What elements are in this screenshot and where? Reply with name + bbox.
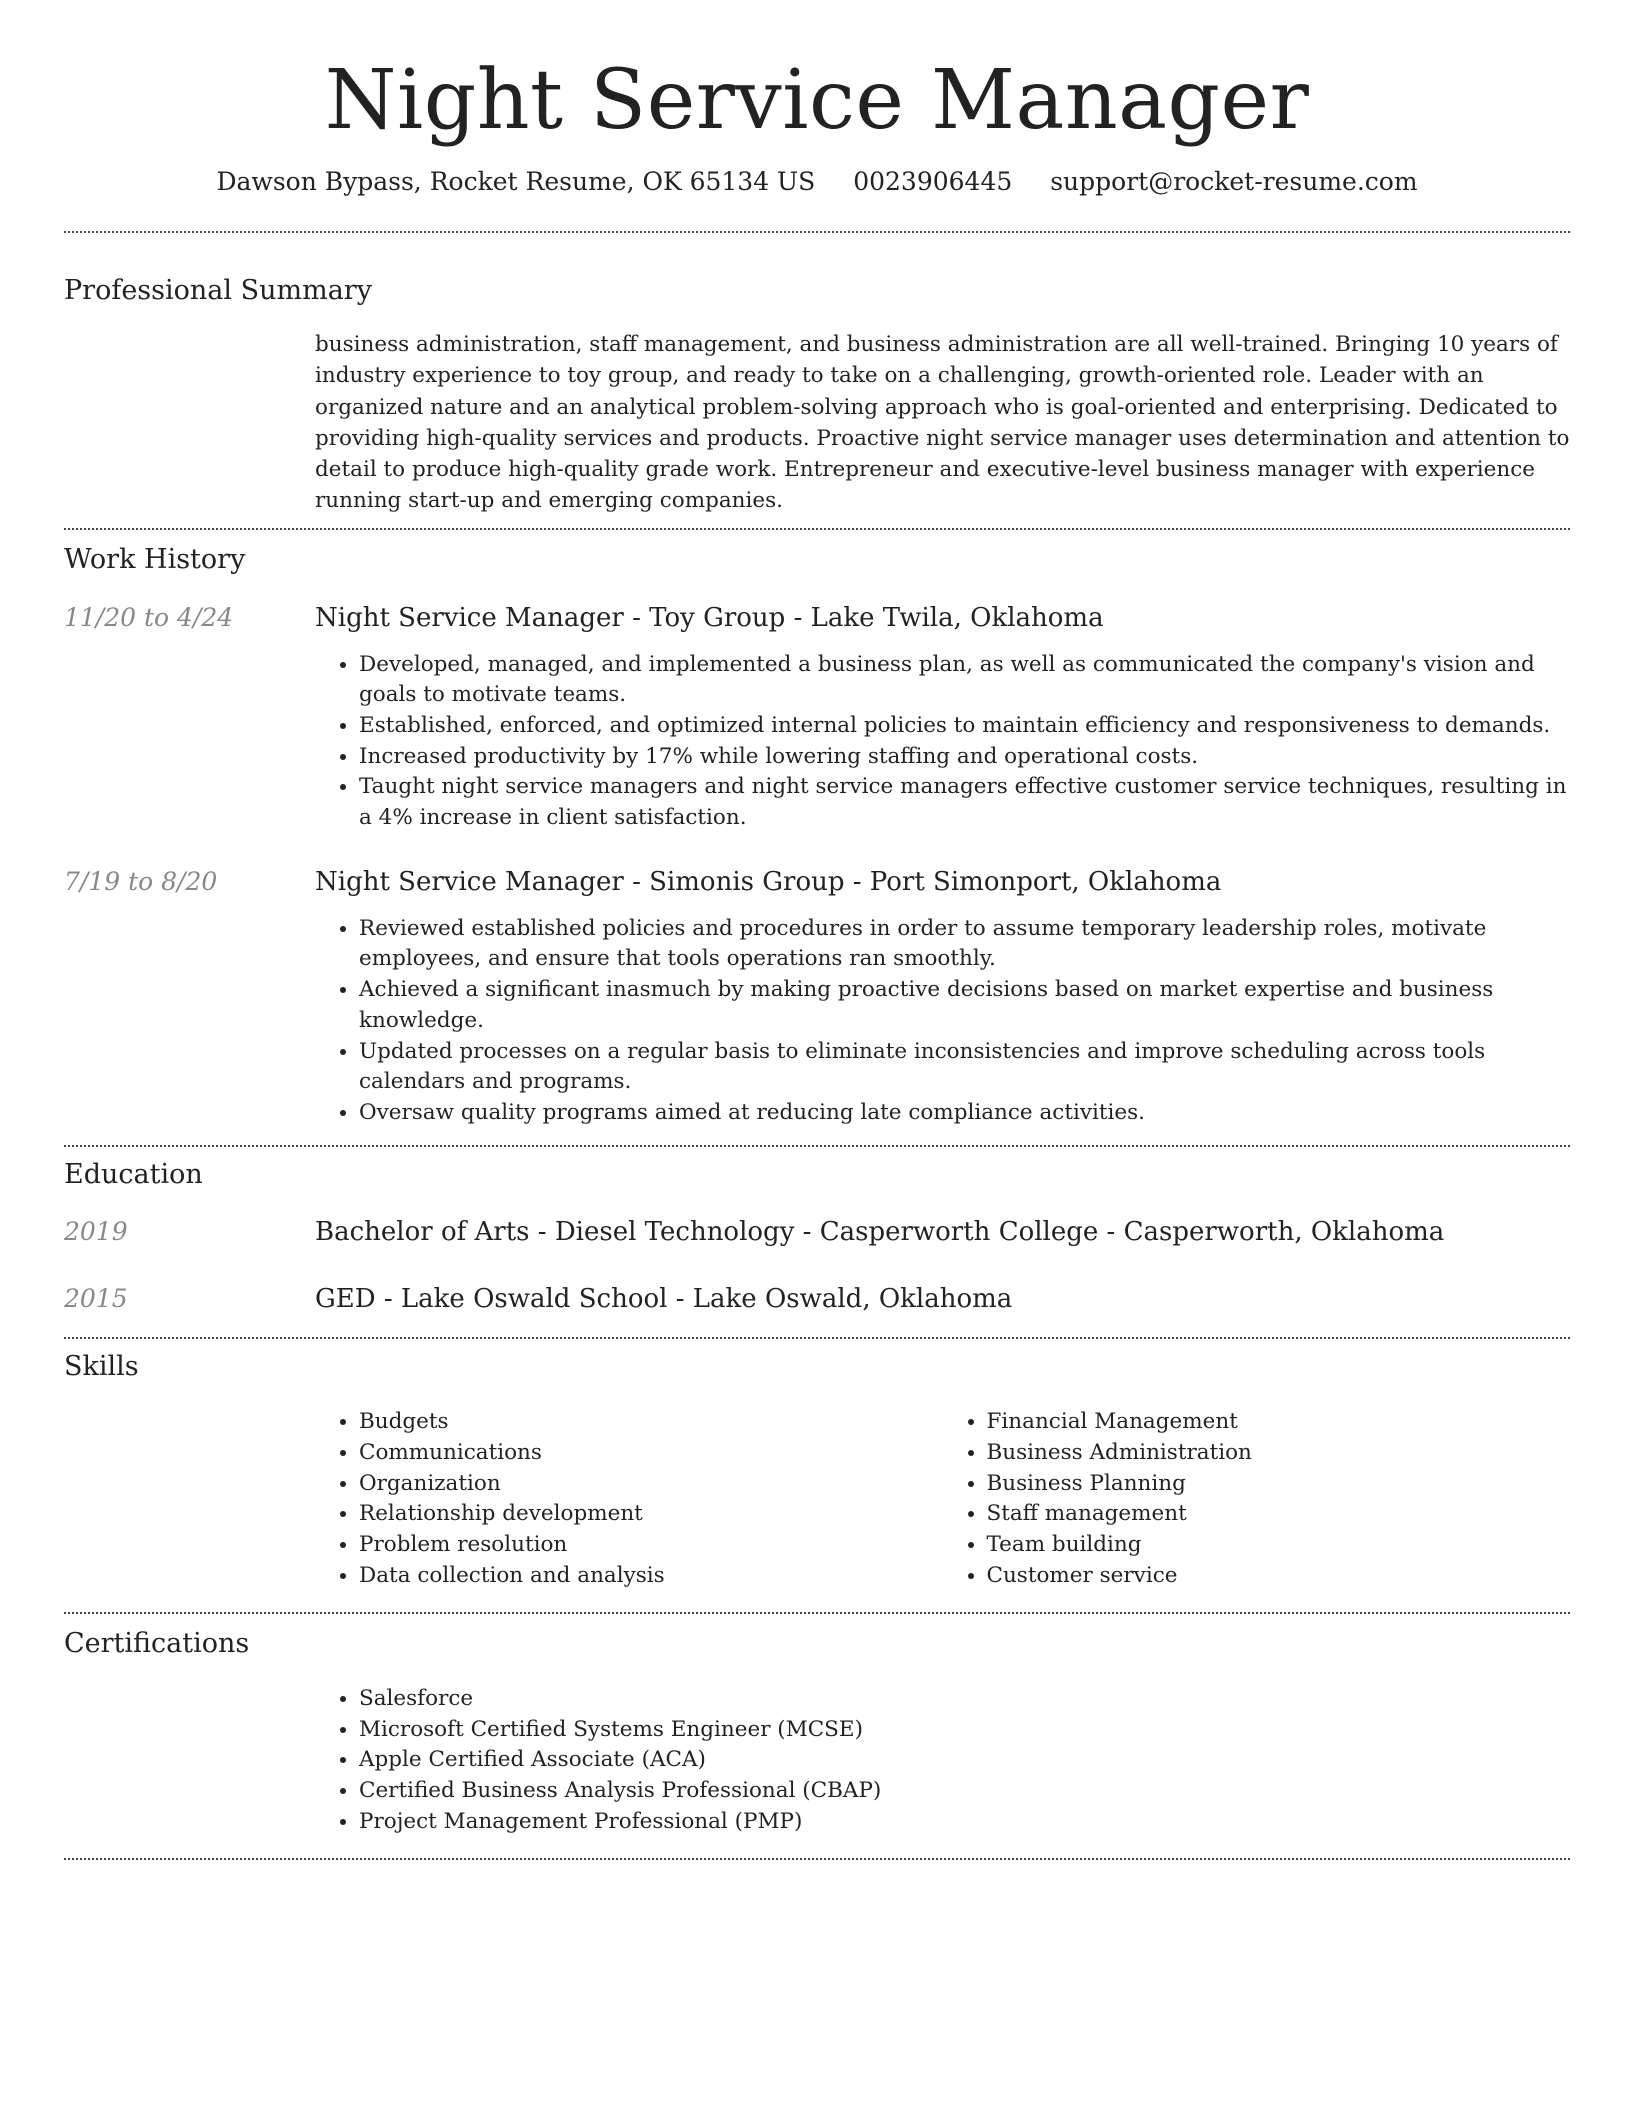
certifications-list [315, 1684, 1570, 1838]
skill-item: • Relationship development [359, 1499, 943, 1530]
education-entry [64, 1216, 1570, 1250]
candidate-name: Night Service Manager [324, 53, 1310, 148]
job-content [315, 866, 1570, 1129]
contact-address: Dawson Bypass, Rocket Resume, OK 65134 US [216, 167, 816, 197]
section-divider [64, 1337, 1570, 1339]
job-bullet: • Updated processes on a regular basis to eliminate inconsistencies and improve scheduling across tools calendars and programs. [359, 1037, 1570, 1098]
section-divider [64, 1858, 1570, 1860]
job-date: 7/19 to 8/20 [64, 866, 218, 896]
job-bullet: • Increased productivity by 17% while lowering staffing and operational costs. [359, 742, 1570, 773]
job-title: Night Service Manager - Simonis Group - Port Simonport, Oklahoma [315, 866, 1222, 897]
job-bullet: • Established, enforced, and optimized internal policies to maintain efficiency and responsiveness to demands. [359, 711, 1570, 742]
contact-line [64, 166, 1570, 199]
job-entry [64, 866, 1570, 1129]
contact-email: support@rocket-resume.com [1050, 167, 1418, 197]
skill-item: • Budgets [359, 1407, 943, 1438]
certification-item: • Microsoft Certified Systems Engineer (MCSE) [359, 1715, 1570, 1746]
job-entry [64, 602, 1570, 834]
skill-item: • Problem resolution [359, 1530, 943, 1561]
skill-item: • Business Planning [987, 1469, 1571, 1500]
certification-item: • Salesforce [359, 1684, 1570, 1715]
skills-list-right [943, 1407, 1571, 1591]
certifications-section-title: Certifications [64, 1627, 250, 1659]
job-bullets [315, 914, 1570, 1129]
education-date: 2019 [64, 1217, 128, 1247]
education-section-title: Education [64, 1158, 203, 1190]
skill-item: • Staff management [987, 1499, 1571, 1530]
job-content [315, 602, 1570, 834]
job-bullet: • Taught night service managers and night service managers effective customer service techniques, resulting in a 4% increase in client satisfaction. [359, 772, 1570, 833]
skills-section-title: Skills [64, 1350, 139, 1382]
job-bullet: • Achieved a significant inasmuch by making proactive decisions based on market expertise and business knowledge. [359, 975, 1570, 1036]
summary-section-title: Professional Summary [64, 274, 372, 306]
skill-item: • Data collection and analysis [359, 1561, 943, 1592]
education-date: 2015 [64, 1284, 128, 1314]
education-entry [64, 1283, 1570, 1317]
job-bullet: • Oversaw quality programs aimed at reducing late compliance activities. [359, 1098, 1570, 1129]
skill-item: • Organization [359, 1469, 943, 1500]
skill-item: • Financial Management [987, 1407, 1571, 1438]
education-text: Bachelor of Arts - Diesel Technology - Casperworth College - Casperworth, Oklahoma [315, 1217, 1445, 1248]
job-title: Night Service Manager - Toy Group - Lake Twila, Oklahoma [315, 602, 1104, 633]
skills-columns [315, 1407, 1570, 1591]
skill-item: • Customer service [987, 1561, 1571, 1592]
job-bullets [315, 650, 1570, 834]
skill-item: • Communications [359, 1438, 943, 1469]
certification-item: • Certified Business Analysis Professional (CBAP) [359, 1776, 1570, 1807]
section-divider [64, 1145, 1570, 1147]
contact-phone: 0023906445 [853, 167, 1013, 197]
job-date: 11/20 to 4/24 [64, 602, 234, 632]
job-bullet: • Developed, managed, and implemented a business plan, as well as communicated the company's vision and goals to motivate teams. [359, 650, 1570, 711]
section-divider [64, 231, 1570, 233]
certification-item: • Apple Certified Associate (ACA) [359, 1745, 1570, 1776]
skill-item: • Team building [987, 1530, 1571, 1561]
section-divider [64, 528, 1570, 530]
resume-page [64, 0, 1570, 1860]
summary-text: business administration, staff management, and business administration are all well-trained. Bringing 10 years of industry experience to toy group, and ready to take on a challenging, growth-oriented role. Leader with an organized nature and an analytical problem-solving approach who is goal-oriented and enterprising. Dedicated to providing high-quality services and products. Proactive night service manager uses determination and attention to detail to produce high-quality grade work. Entrepreneur and executive-level business manager with experience running start-up and emerging companies. [315, 332, 1570, 514]
certification-item: • Project Management Professional (PMP) [359, 1807, 1570, 1838]
job-bullet: • Reviewed established policies and procedures in order to assume temporary leadership roles, motivate employees, and ensure that tools operations ran smoothly. [359, 914, 1570, 975]
section-divider [64, 1612, 1570, 1614]
work-section-title: Work History [64, 544, 246, 576]
skill-item: • Business Administration [987, 1438, 1571, 1469]
education-text: GED - Lake Oswald School - Lake Oswald, Oklahoma [315, 1284, 1013, 1315]
skills-list-left [315, 1407, 943, 1591]
